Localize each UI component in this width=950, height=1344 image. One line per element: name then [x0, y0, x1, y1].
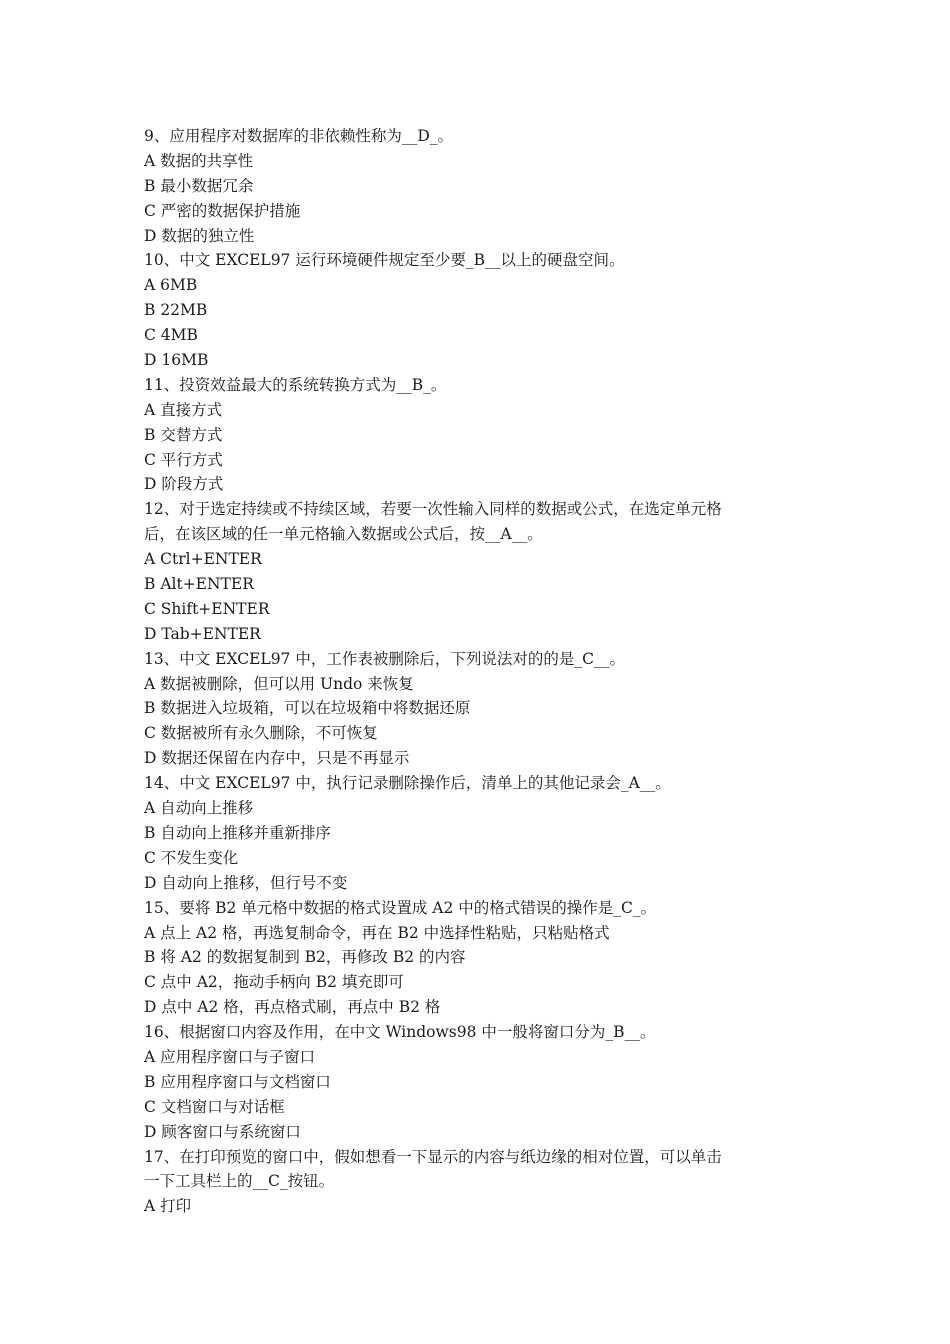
question-17-option-a: A 打印: [144, 1197, 192, 1216]
question-13-option-a: A 数据被删除，但可以用 Undo 来恢复: [144, 674, 414, 693]
question-9-stem: 9、应用程序对数据库的非依赖性称为__D_。: [144, 127, 454, 145]
question-11-option-a: A 直接方式: [144, 400, 223, 419]
question-16-option-c: C 文档窗口与对话框: [144, 1097, 285, 1116]
document-body: [144, 124, 784, 1219]
question-11-stem: 11、投资效益最大的系统转换方式为__B_。: [144, 375, 447, 394]
question-13-option-c: C 数据被所有永久删除，不可恢复: [144, 724, 378, 743]
question-16-option-b: B 应用程序窗口与文档窗口: [144, 1072, 331, 1091]
question-13-option-b: B 数据进入垃圾箱，可以在垃圾箱中将数据还原: [144, 699, 471, 718]
question-17-stem-line-1: 17、在打印预览的窗口中，假如想看一下显示的内容与纸边缘的相对位置，可以单击: [144, 1147, 722, 1166]
question-14-option-a: A 自动向上推移: [144, 799, 254, 818]
question-14-stem: 14、中文 EXCEL97 中，执行记录删除操作后，清单上的其他记录会_A__。: [144, 774, 671, 793]
question-14-option-b: B 自动向上推移并重新排序: [144, 823, 331, 842]
question-12-stem-line-2: 后，在该区域的任一单元格输入数据或公式后，按__A__。: [144, 525, 543, 544]
question-10-option-c: C 4MB: [144, 326, 198, 345]
question-15-stem: 15、要将 B2 单元格中数据的格式设置成 A2 中的格式错误的操作是_C_。: [144, 898, 657, 917]
question-12-option-b: B Alt+ENTER: [144, 575, 254, 594]
question-15-option-c: C 点中 A2，拖动手柄向 B2 填充即可: [144, 973, 404, 992]
question-16-stem: 16、根据窗口内容及作用，在中文 Windows98 中一般将窗口分为_B__。: [144, 1023, 656, 1042]
question-13-option-d: D 数据还保留在内存中，只是不再显示: [144, 749, 410, 768]
question-10-option-a: A 6MB: [144, 276, 198, 295]
question-9-option-c: C 严密的数据保护措施: [144, 201, 301, 220]
question-10-option-b: B 22MB: [144, 301, 208, 320]
question-10-stem: 10、中文 EXCEL97 运行环境硬件规定至少要_B__以上的硬盘空间。: [144, 251, 625, 270]
question-12-option-c: C Shift+ENTER: [144, 599, 270, 618]
question-15-option-d: D 点中 A2 格，再点格式刷，再点中 B2 格: [144, 998, 441, 1017]
question-16-option-a: A 应用程序窗口与子窗口: [144, 1047, 316, 1066]
question-13-stem: 13、中文 EXCEL97 中，工作表被删除后，下列说法对的的是_C__。: [144, 649, 625, 668]
question-9-option-d: D 数据的独立性: [144, 226, 255, 245]
question-15-option-b: B 将 A2 的数据复制到 B2，再修改 B2 的内容: [144, 948, 466, 967]
question-10-option-d: D 16MB: [144, 351, 209, 370]
question-12-option-a: A Ctrl+ENTER: [144, 550, 262, 569]
question-11-option-b: B 交替方式: [144, 425, 223, 444]
question-11-option-c: C 平行方式: [144, 450, 223, 469]
question-14-option-d: D 自动向上推移，但行号不变: [144, 873, 348, 892]
question-9-option-a: A 数据的共享性: [144, 151, 254, 170]
question-14-option-c: C 不发生变化: [144, 848, 239, 867]
question-17-stem-line-2: 一下工具栏上的__C_按钮。: [144, 1172, 335, 1191]
question-11-option-d: D 阶段方式: [144, 475, 224, 494]
question-12-stem-line-1: 12、对于选定持续或不持续区域，若要一次性输入同样的数据或公式，在选定单元格: [144, 500, 722, 519]
question-12-option-d: D Tab+ENTER: [144, 624, 261, 643]
question-16-option-d: D 顾客窗口与系统窗口: [144, 1122, 301, 1141]
question-15-option-a: A 点上 A2 格，再选复制命令，再在 B2 中选择性粘贴，只粘贴格式: [144, 923, 610, 942]
question-9-option-b: B 最小数据冗余: [144, 176, 254, 195]
